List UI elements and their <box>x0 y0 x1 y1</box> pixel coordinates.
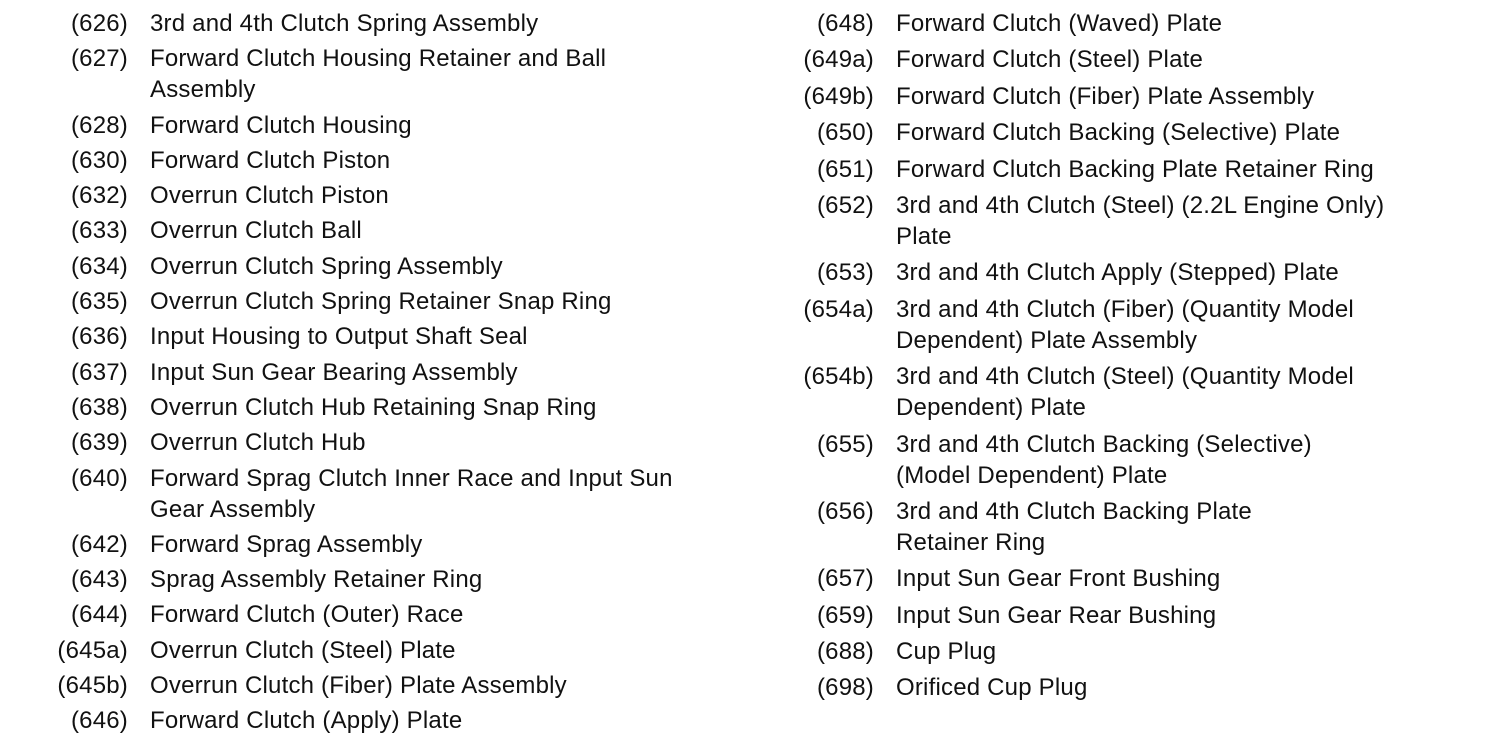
item-number: (632) <box>70 182 128 210</box>
list-item <box>0 670 740 701</box>
item-number: (636) <box>70 323 128 351</box>
item-description: Input Sun Gear Rear Bushing <box>896 601 1217 629</box>
item-number: (654a) <box>803 295 874 323</box>
item-description: Forward Clutch (Outer) Race <box>150 601 464 629</box>
item-description: 3rd and 4th Clutch Spring Assembly <box>150 10 539 37</box>
item-description: Overrun Clutch Spring Retainer Snap Ring <box>150 288 612 316</box>
left-column <box>0 8 740 741</box>
item-description: 3rd and 4th Clutch (Fiber) (Quantity Model Dependent) Plate Assembly <box>896 295 1354 354</box>
item-description: Input Sun Gear Bearing Assembly <box>150 358 518 386</box>
item-number: (651) <box>816 155 874 183</box>
item-description: Overrun Clutch (Fiber) Plate Assembly <box>150 672 567 700</box>
item-number: (656) <box>816 497 874 525</box>
item-number: (630) <box>70 146 128 174</box>
item-description: 3rd and 4th Clutch (Steel) (2.2L Engine Only) Plate <box>896 191 1385 250</box>
item-description: Forward Clutch Piston <box>150 146 391 174</box>
item-description: 3rd and 4th Clutch Backing (Selective) (Model Dependent) Plate <box>896 430 1312 489</box>
item-description: 3rd and 4th Clutch Apply (Stepped) Plate <box>896 259 1339 287</box>
item-number: (634) <box>70 252 128 280</box>
item-number: (645a) <box>57 636 128 664</box>
list-item <box>0 427 740 458</box>
item-description: Orificed Cup Plug <box>896 674 1088 702</box>
list-item <box>0 145 740 176</box>
item-number: (627) <box>70 45 128 73</box>
list-item <box>0 215 740 246</box>
list-item <box>760 44 1500 75</box>
item-number: (698) <box>816 674 874 702</box>
list-item <box>760 117 1500 148</box>
item-number: (626) <box>70 10 128 37</box>
list-item <box>0 286 740 317</box>
item-description: Forward Clutch Housing <box>150 111 412 139</box>
item-description: Forward Clutch (Apply) Plate <box>150 707 463 735</box>
list-item <box>0 635 740 666</box>
item-number: (635) <box>70 288 128 316</box>
item-description: Sprag Assembly Retainer Ring <box>150 566 483 594</box>
list-item <box>0 705 740 736</box>
item-description: Overrun Clutch Spring Assembly <box>150 252 503 280</box>
item-number: (642) <box>70 530 128 558</box>
item-number: (633) <box>70 217 128 245</box>
list-item <box>0 110 740 141</box>
list-item <box>760 8 1500 39</box>
list-item <box>0 180 740 211</box>
item-description: Forward Sprag Clutch Inner Race and Input Sun Gear Assembly <box>150 464 673 523</box>
item-description: Overrun Clutch Hub <box>150 429 366 457</box>
list-item <box>0 463 740 525</box>
item-number: (644) <box>70 601 128 629</box>
item-description: 3rd and 4th Clutch (Steel) (Quantity Model Dependent) Plate <box>896 363 1354 422</box>
item-number: (655) <box>816 430 874 458</box>
list-item <box>760 429 1500 491</box>
item-description: 3rd and 4th Clutch Backing Plate Retainer Ring <box>896 497 1252 556</box>
item-number: (643) <box>70 566 128 594</box>
list-item <box>0 392 740 423</box>
list-item <box>760 257 1500 288</box>
list-item <box>0 321 740 352</box>
item-description: Forward Clutch (Waved) Plate <box>896 10 1223 37</box>
list-item <box>760 361 1500 423</box>
item-number: (648) <box>816 10 874 37</box>
item-description: Input Sun Gear Front Bushing <box>896 565 1221 593</box>
item-description: Input Housing to Output Shaft Seal <box>150 323 528 351</box>
item-number: (649b) <box>803 82 874 110</box>
list-item <box>0 43 740 105</box>
item-description: Overrun Clutch Hub Retaining Snap Ring <box>150 393 597 421</box>
list-item <box>0 251 740 282</box>
list-item <box>760 563 1500 594</box>
list-item <box>760 496 1500 558</box>
list-item <box>760 294 1500 356</box>
list-item <box>760 190 1500 252</box>
item-number: (657) <box>816 565 874 593</box>
item-number: (646) <box>70 707 128 735</box>
item-number: (628) <box>70 111 128 139</box>
list-item <box>760 154 1500 185</box>
list-item <box>0 564 740 595</box>
item-description: Overrun Clutch (Steel) Plate <box>150 636 456 664</box>
item-description: Forward Clutch (Fiber) Plate Assembly <box>896 82 1315 110</box>
item-description: Overrun Clutch Ball <box>150 217 362 245</box>
item-number: (645b) <box>57 672 128 700</box>
list-item <box>0 529 740 560</box>
item-number: (639) <box>70 429 128 457</box>
item-number: (654b) <box>803 363 874 391</box>
item-description: Overrun Clutch Piston <box>150 182 389 210</box>
list-item <box>760 600 1500 631</box>
item-description: Forward Clutch Housing Retainer and Ball Assembly <box>150 45 607 104</box>
list-item <box>760 81 1500 112</box>
item-description: Forward Clutch Backing Plate Retainer Ring <box>896 155 1374 183</box>
list-item <box>0 8 740 39</box>
item-number: (638) <box>70 393 128 421</box>
item-number: (649a) <box>803 46 874 74</box>
item-description: Cup Plug <box>896 638 997 666</box>
item-number: (659) <box>816 601 874 629</box>
item-number: (637) <box>70 358 128 386</box>
right-column <box>760 8 1500 709</box>
list-item <box>760 672 1500 703</box>
item-description: Forward Clutch (Steel) Plate <box>896 46 1204 74</box>
item-number: (652) <box>816 191 874 219</box>
item-number: (650) <box>816 119 874 147</box>
item-description: Forward Sprag Assembly <box>150 530 423 558</box>
list-item <box>0 357 740 388</box>
item-description: Forward Clutch Backing (Selective) Plate <box>896 119 1341 147</box>
item-number: (653) <box>816 259 874 287</box>
item-number: (640) <box>70 464 128 492</box>
item-number: (688) <box>816 638 874 666</box>
list-item <box>0 599 740 630</box>
list-item <box>760 636 1500 667</box>
